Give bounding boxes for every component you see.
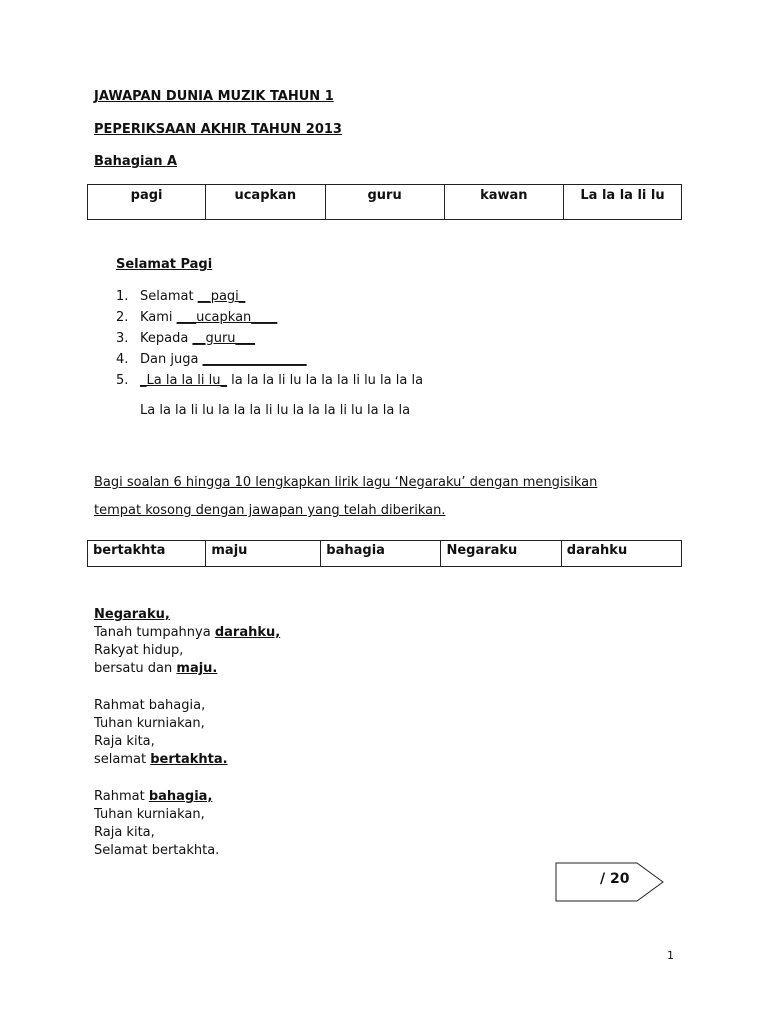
lyrics-verse-1	[94, 606, 280, 678]
answer-list	[116, 286, 423, 391]
lyric-line: Raja kita,	[94, 734, 155, 749]
list-item: 5. _La la la li lu_ la la la li lu la la la li lu la la la	[116, 373, 424, 388]
lyric-line: Tanah tumpahnya darahku,	[94, 625, 281, 640]
score-label: / 20	[600, 871, 630, 887]
song-title: Selamat Pagi	[116, 257, 213, 272]
answer-table-b	[87, 540, 682, 567]
lyrics-verse-2	[94, 697, 228, 769]
table-cell: kawan	[444, 185, 563, 220]
document-title: JAWAPAN DUNIA MUZIK TAHUN 1	[94, 89, 334, 104]
lyric-line: Rakyat hidup,	[94, 643, 184, 658]
lyric-line: Tuhan kurniakan,	[94, 807, 205, 822]
table-cell: darahku	[561, 541, 681, 567]
extra-lyric-line: La la la li lu la la la li lu la la la li lu la la la	[140, 403, 411, 418]
lyric-line: Rahmat bahagia,	[94, 698, 206, 713]
instruction-line-2: tempat kosong dengan jawapan yang telah diberikan.	[94, 503, 446, 518]
exam-subtitle: PEPERIKSAAN AKHIR TAHUN 2013	[94, 122, 342, 137]
lyric-line: Rahmat bahagia,	[94, 789, 213, 804]
table-cell: pagi	[88, 185, 206, 220]
table-cell: Negaraku	[441, 541, 561, 567]
list-item: 2. Kami ___ucapkan____	[116, 310, 278, 325]
list-item: 3. Kepada __guru___	[116, 331, 256, 346]
table-row	[88, 185, 682, 220]
lyric-line: Negaraku,	[94, 607, 170, 622]
lyric-line: selamat bertakhta.	[94, 752, 228, 767]
instruction-line-1: Bagi soalan 6 hingga 10 lengkapkan lirik lagu ‘Negaraku’ dengan mengisikan	[94, 475, 598, 490]
lyric-line: bersatu dan maju.	[94, 661, 218, 676]
lyric-line: Tuhan kurniakan,	[94, 716, 205, 731]
table-cell: bertakhta	[88, 541, 206, 567]
table-cell: ucapkan	[206, 185, 325, 220]
table-cell: maju	[206, 541, 321, 567]
page-number: 1	[667, 949, 674, 962]
table-cell: guru	[325, 185, 444, 220]
list-item: 1. Selamat __pagi_	[116, 289, 246, 304]
table-cell: La la la li lu	[563, 185, 681, 220]
list-item: 4. Dan juga ________________	[116, 352, 307, 367]
answer-table-a	[87, 184, 682, 220]
section-heading: Bahagian A	[94, 154, 178, 169]
lyric-line: Selamat bertakhta.	[94, 843, 220, 858]
table-cell: bahagia	[321, 541, 441, 567]
lyric-line: Raja kita,	[94, 825, 155, 840]
table-row	[88, 541, 682, 567]
lyrics-verse-3	[94, 788, 219, 860]
